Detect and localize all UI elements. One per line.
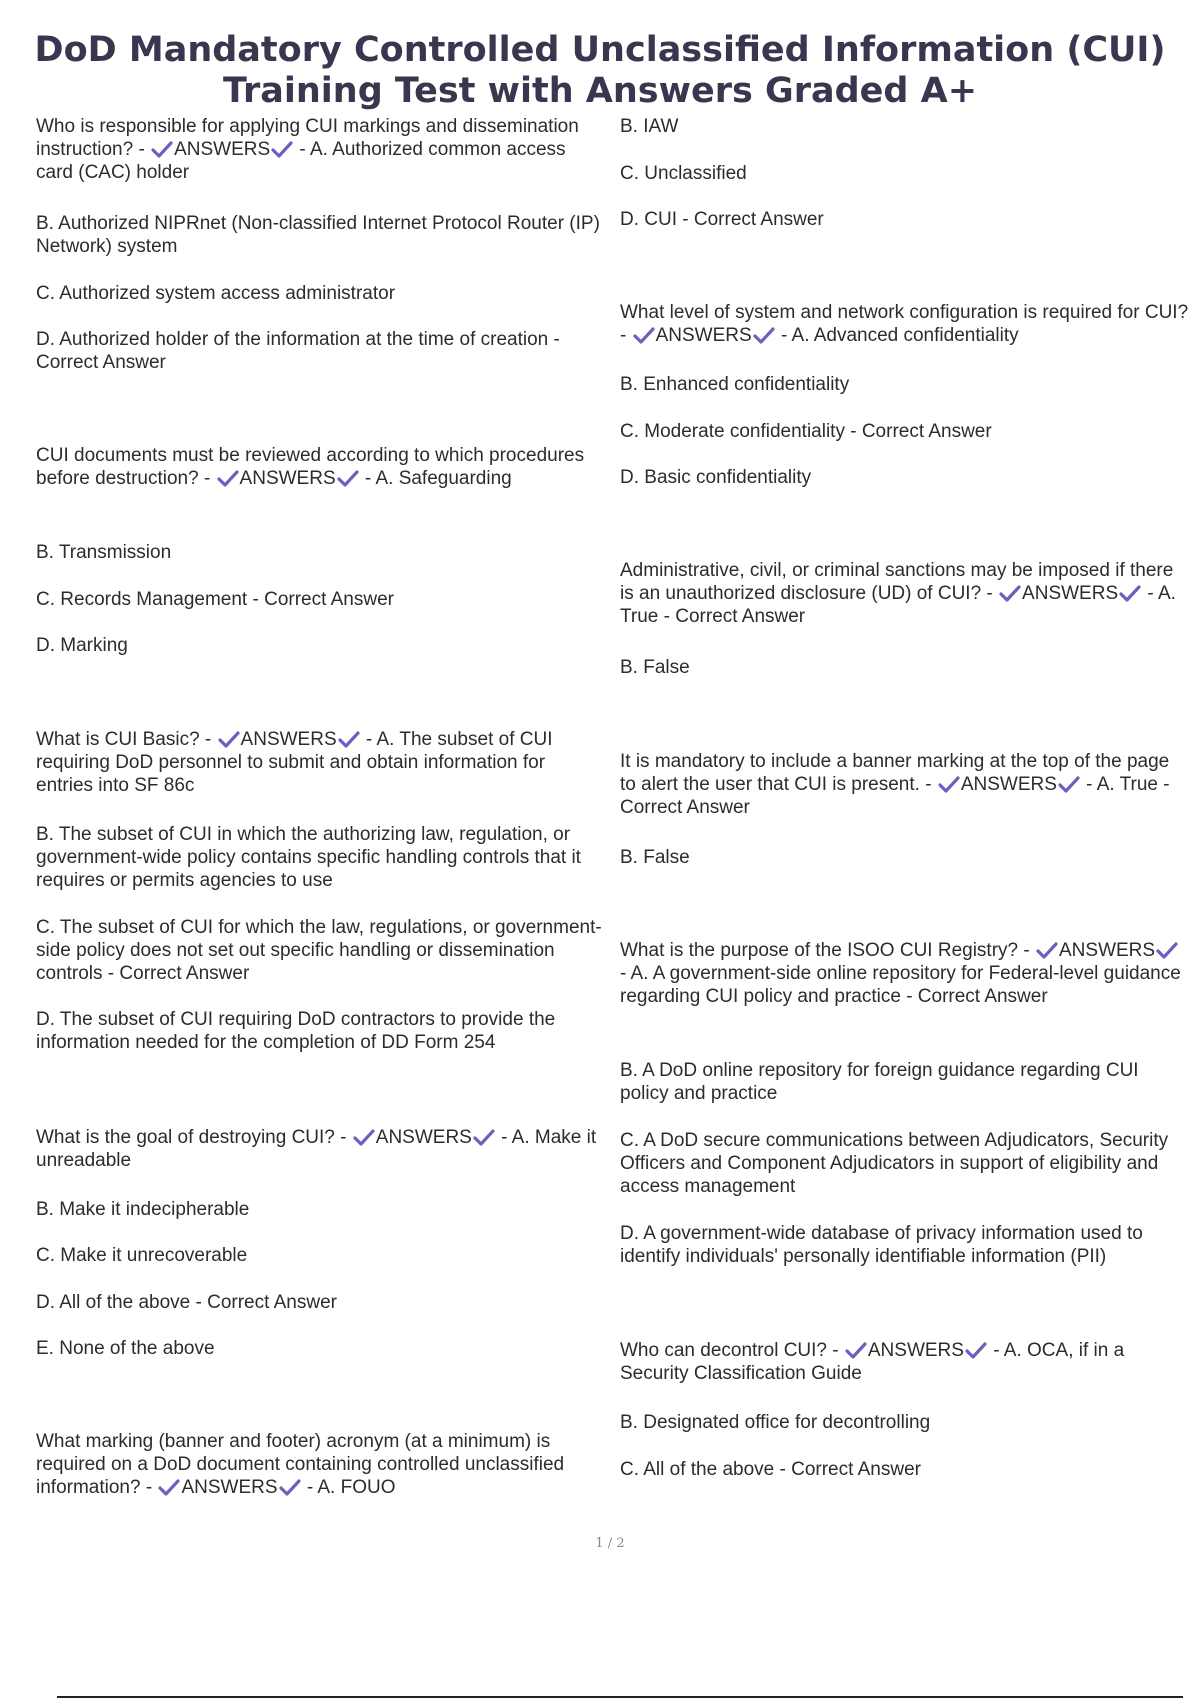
answers-label: ANSWERS: [181, 1477, 278, 1498]
answer-option: E. None of the above: [36, 1338, 215, 1359]
title-line-2: Training Test with Answers Graded A+: [222, 71, 978, 111]
check-icon: [338, 730, 360, 748]
question-text: What is the goal of destroying CUI? - ANSWERS - A. Make it unreadable: [36, 1127, 597, 1171]
answer-option: B. The subset of CUI in which the authorizing law, regulation, or government-wide policy contains specific handling controls that it requires or permits agencies to use: [36, 824, 581, 891]
answers-label: ANSWERS: [867, 1340, 964, 1361]
question-text: What marking (banner and footer) acronym (at a minimum) is required on a DoD document containing controlled unclassified information? - ANSWERS - A. FOUO: [36, 1431, 565, 1498]
question-text: What is CUI Basic? - ANSWERS - A. The subset of CUI requiring DoD personnel to submit and obtain information for entries into SF 86c: [36, 729, 553, 796]
title-line-1: DoD Mandatory Controlled Unclassified Information (CUI): [34, 30, 1166, 70]
answer-option: B. IAW: [620, 116, 679, 137]
answers-label: ANSWERS: [1059, 940, 1156, 961]
answer-option: B. Enhanced confidentiality: [620, 374, 850, 395]
answers-label: ANSWERS: [174, 139, 271, 160]
answer-option: C. A DoD secure communications between Adjudicators, Security Officers and Component Adjudicators in support of eligibility and access management: [620, 1130, 1169, 1197]
question-text: Who can decontrol CUI? - ANSWERS - A. OCA, if in a Security Classification Guide: [620, 1340, 1125, 1384]
check-icon: [473, 1128, 495, 1146]
page-number: 1 / 2: [595, 1536, 625, 1551]
question-text: Administrative, civil, or criminal sanctions may be imposed if there is an unauthorized disclosure (UD) of CUI? - ANSWERS - A. True - Correct Answer: [620, 560, 1176, 627]
footer-rule: [57, 1696, 1183, 1698]
answer-option: D. All of the above - Correct Answer: [36, 1292, 337, 1313]
answer-option: B. A DoD online repository for foreign guidance regarding CUI policy and practice: [620, 1060, 1139, 1104]
answer-option: C. Authorized system access administrator: [36, 283, 396, 304]
answer-option: D. Authorized holder of the information at the time of creation - Correct Answer: [36, 329, 560, 373]
check-icon: [753, 326, 775, 344]
answers-label: ANSWERS: [240, 729, 337, 750]
check-icon: [158, 1478, 180, 1496]
answer-option: D. Basic confidentiality: [620, 467, 812, 488]
answer-option: D. CUI - Correct Answer: [620, 209, 824, 230]
question-text: What is the purpose of the ISOO CUI Registry? - ANSWERS - A. A government-side online repository for Federal-level guidance regarding CUI policy and practice - Correct Answer: [620, 940, 1181, 1007]
check-icon: [218, 730, 240, 748]
answer-option: B. Transmission: [36, 542, 172, 563]
answer-option: D. Marking: [36, 635, 128, 656]
answer-option: B. Make it indecipherable: [36, 1199, 250, 1220]
check-icon: [337, 469, 359, 487]
check-icon: [151, 140, 173, 158]
answers-label: ANSWERS: [960, 774, 1057, 795]
check-icon: [1058, 775, 1080, 793]
answer-option: C. The subset of CUI for which the law, regulations, or government-side policy does not set out specific handling or dissemination controls - Correct Answer: [36, 917, 602, 984]
check-icon: [353, 1128, 375, 1146]
question-text: Who is responsible for applying CUI markings and dissemination instruction? - ANSWERS - A. Authorized common access card (CAC) holder: [36, 116, 579, 183]
answer-option: C. Unclassified: [620, 163, 747, 184]
check-icon: [217, 469, 239, 487]
question-text: It is mandatory to include a banner marking at the top of the page to alert the user that CUI is present. - ANSWERS - A. True - Correct Answer: [620, 751, 1170, 818]
answers-label: ANSWERS: [239, 468, 336, 489]
check-icon: [999, 584, 1021, 602]
question-text: What level of system and network configuration is required for CUI? - ANSWERS - A. Advanced confidentiality: [620, 302, 1189, 346]
answer-option: B. Designated office for decontrolling: [620, 1412, 931, 1433]
answer-option: C. All of the above - Correct Answer: [620, 1459, 921, 1480]
check-icon: [938, 775, 960, 793]
answer-option: B. False: [620, 657, 690, 678]
answers-label: ANSWERS: [1022, 583, 1119, 604]
check-icon: [271, 140, 293, 158]
check-icon: [965, 1341, 987, 1359]
answer-option: B. False: [620, 847, 690, 868]
answer-option: D. A government-wide database of privacy information used to identify individuals' personally identifiable information (PII): [620, 1223, 1143, 1267]
check-icon: [1156, 941, 1178, 959]
check-icon: [1036, 941, 1058, 959]
document-title: [0, 30, 1200, 112]
answer-option: C. Moderate confidentiality - Correct Answer: [620, 421, 992, 442]
answer-option: C. Make it unrecoverable: [36, 1245, 248, 1266]
answer-option: D. The subset of CUI requiring DoD contractors to provide the information needed for the completion of DD Form 254: [36, 1009, 556, 1053]
check-icon: [845, 1341, 867, 1359]
answers-label: ANSWERS: [375, 1127, 472, 1148]
check-icon: [1119, 584, 1141, 602]
answers-label: ANSWERS: [655, 325, 752, 346]
check-icon: [279, 1478, 301, 1496]
answer-option: C. Records Management - Correct Answer: [36, 589, 394, 610]
question-text: CUI documents must be reviewed according to which procedures before destruction? - ANSWERS - A. Safeguarding: [36, 445, 585, 489]
check-icon: [633, 326, 655, 344]
answer-option: B. Authorized NIPRnet (Non-classified Internet Protocol Router (IP) Network) system: [36, 213, 600, 257]
